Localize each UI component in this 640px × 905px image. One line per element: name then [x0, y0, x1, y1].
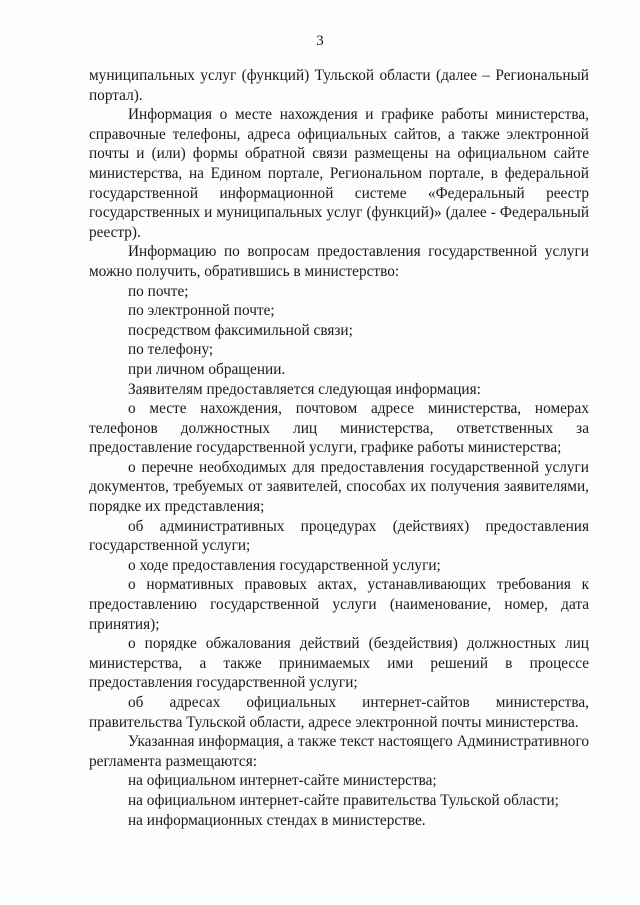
list-item-by-mail: по почте; — [128, 282, 189, 300]
list-item-ministry-site: на официальном интернет-сайте министерства; — [128, 772, 437, 790]
list-item-procedures: об административных процедурах (действиях) предоставления государственной услуги; — [89, 517, 589, 555]
document-body — [89, 66, 589, 830]
page-number: 3 — [316, 33, 324, 49]
list-item-documents: о перечне необходимых для предоставления государственной услуги документов, требуемых от заявителей, способах их получения заявителями, порядке их представления; — [89, 458, 589, 516]
paragraph-publication: Указанная информация, а также текст настоящего Административного регламента размещаются: — [89, 733, 589, 770]
paragraph-continuation: муниципальных услуг (функций) Тульской области (далее – Региональный портал). — [89, 67, 589, 104]
paragraph-how-to-get-info: Информацию по вопросам предоставления государственной услуги можно получить, обратившись в министерство: — [89, 243, 589, 280]
list-item-stands: на информационных стендах в министерстве. — [128, 811, 426, 829]
list-item-by-fax: посредством факсимильной связи; — [128, 321, 353, 339]
list-item-by-email: по электронной почте; — [128, 302, 275, 320]
list-item-progress: о ходе предоставления государственной услуги; — [128, 556, 441, 574]
paragraph-info-provided: Заявителям предоставляется следующая информация: — [128, 380, 481, 398]
list-item-government-site: на официальном интернет-сайте правительства Тульской области; — [128, 791, 559, 809]
paragraph-contact-info: Информация о месте нахождения и графике работы министерства, справочные телефоны, адреса официальных сайтов, а также электронной почты и (или) формы обратной связи размещены на официальном сайте министерства, на Едином портале, Региональном портале, в федеральной государственной информационной системе «Федеральный реестр государственных и муниципальных услуг (функций)» (далее - Федеральный реестр). — [89, 106, 589, 241]
list-item-by-phone: по телефону; — [128, 341, 214, 359]
list-item-in-person: при личном обращении. — [128, 360, 286, 378]
list-item-legal-acts: о нормативных правовых актах, устанавливающих требования к предоставлению государственной услуги (наименование, номер, дата принятия); — [89, 576, 589, 633]
list-item-websites: об адресах официальных интернет-сайтов министерства, правительства Тульской области, адресе электронной почты министерства. — [89, 694, 589, 731]
list-item-appeals: о порядке обжалования действий (бездействия) должностных лиц министерства, а также принимаемых ими решений в процессе предоставления государственной услуги; — [89, 635, 589, 692]
list-item-location: о месте нахождения, почтовом адресе министерства, номерах телефонов должностных лиц министерства, ответственных за предоставление государственной услуги, графике работы министерства; — [89, 400, 589, 457]
